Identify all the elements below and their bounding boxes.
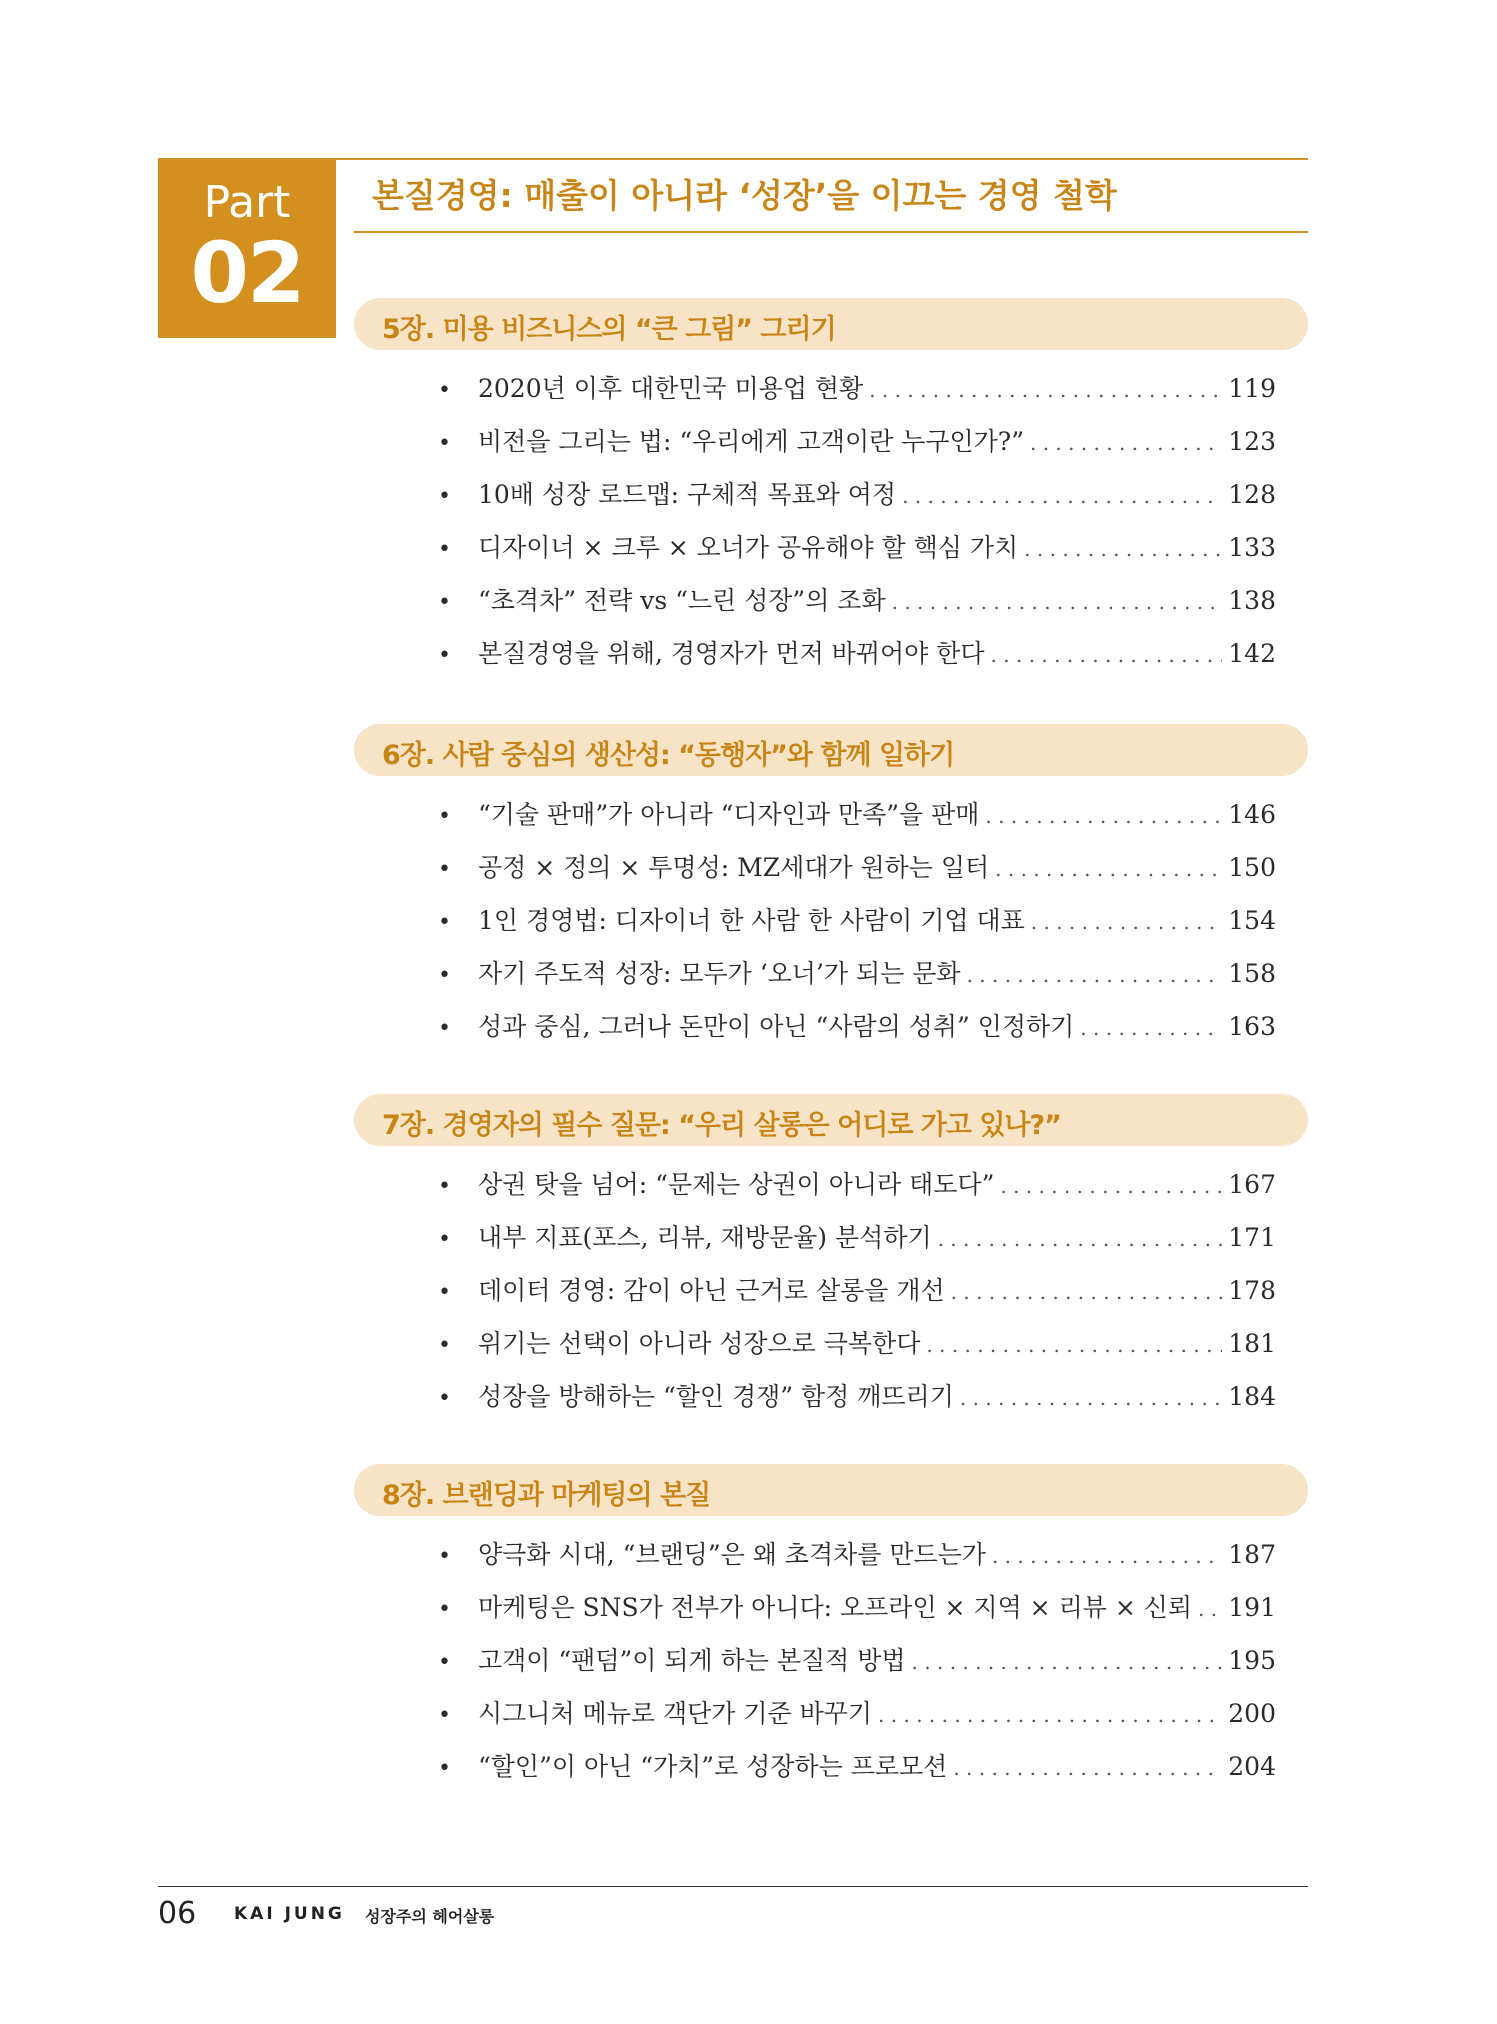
dot-leader [985,790,1222,843]
entry-title: 내부 지표(포스, 리뷰, 재방문율) 분석하기 [478,1223,932,1252]
title-bottom-rule [354,231,1308,233]
chapter-heading [354,1094,1308,1146]
bullet: • [438,910,451,935]
page-number: 138 [1228,586,1276,615]
bullet: • [438,590,451,615]
dot-leader [951,1266,1223,1319]
dot-leader [960,1372,1222,1425]
bullet: • [438,1333,451,1358]
toc-entry[interactable] [438,627,1276,680]
page-number: 146 [1228,800,1276,829]
page-number: 133 [1228,533,1276,562]
bullet: • [438,1386,451,1411]
page-number: 119 [1228,374,1276,403]
toc-entry[interactable] [438,1000,1276,1053]
footer-page-number: 06 [158,1896,197,1931]
dot-leader [912,1636,1223,1689]
dot-leader [902,470,1222,523]
footer-book-title: 성장주의 헤어살롱 [365,1907,495,1926]
dot-leader [967,949,1223,1002]
dot-leader [1031,896,1223,949]
page-number: 128 [1228,480,1276,509]
toc-entry[interactable] [438,947,1276,1000]
page-number: 184 [1228,1382,1276,1411]
toc-entry[interactable] [438,468,1276,521]
bullet: • [438,1174,451,1199]
footer-rule [158,1886,1308,1887]
toc-entry[interactable] [438,574,1276,627]
entry-title: 위기는 선택이 아니라 성장으로 극복한다 [478,1329,921,1358]
chapter-title: 5장. 미용 비즈니스의 “큰 그림” 그리기 [382,314,836,345]
toc-entry[interactable] [438,1264,1276,1317]
bullet: • [438,431,451,456]
dot-leader [1024,523,1222,576]
dot-leader [938,1213,1223,1266]
entry-title: 마케팅은 SNS가 전부가 아니다: 오프라인 × 지역 × 리뷰 × 신뢰 [478,1593,1193,1622]
chapter-entries [438,362,1276,680]
bullet: • [438,378,451,403]
bullet: • [438,804,451,829]
toc-entry[interactable] [438,1158,1276,1211]
chapter-heading [354,724,1308,776]
chapter-title: 6장. 사람 중심의 생산성: “동행자”와 함께 일하기 [382,740,955,771]
bullet: • [438,1756,451,1781]
page-number: 191 [1228,1593,1276,1622]
entry-title: 시그니처 메뉴로 객단가 기준 바꾸기 [478,1699,873,1728]
chapter-heading [354,298,1308,350]
page-number: 178 [1228,1276,1276,1305]
chapter-entries [438,1528,1276,1793]
dot-leader [1080,1002,1222,1055]
toc-entry[interactable] [438,1317,1276,1370]
entry-title: 자기 주도적 성장: 모두가 ‘오너’가 되는 문화 [478,959,961,988]
entry-title: 10배 성장 로드맵: 구체적 목표와 여정 [478,480,897,509]
part-label: Part [203,177,291,228]
toc-entry[interactable] [438,1528,1276,1581]
dot-leader [869,364,1222,417]
bullet: • [438,1703,451,1728]
bullet: • [438,643,451,668]
dot-leader [1198,1583,1222,1636]
toc-entry[interactable] [438,788,1276,841]
bullet: • [438,537,451,562]
page-number: 171 [1228,1223,1276,1252]
page-number: 163 [1228,1012,1276,1041]
chapter-title: 7장. 경영자의 필수 질문: “우리 살롱은 어디로 가고 있나?” [382,1110,1061,1141]
dot-leader [995,843,1222,896]
chapter-title: 8장. 브랜딩과 마케팅의 본질 [382,1480,711,1511]
entry-title: 데이터 경영: 감이 아닌 근거로 살롱을 개선 [478,1276,945,1305]
dot-leader [926,1319,1222,1372]
chapter-entries [438,788,1276,1053]
page-number: 187 [1228,1540,1276,1569]
toc-entry[interactable] [438,1634,1276,1687]
toc-entry[interactable] [438,1211,1276,1264]
entry-title: 1인 경영법: 디자이너 한 사람 한 사람이 기업 대표 [478,906,1025,935]
dot-leader [1030,417,1222,470]
bullet: • [438,963,451,988]
page-number: 167 [1228,1170,1276,1199]
bullet: • [438,857,451,882]
entry-title: 디자이너 × 크루 × 오너가 공유해야 할 핵심 가치 [478,533,1019,562]
bullet: • [438,1280,451,1305]
entry-title: 공정 × 정의 × 투명성: MZ세대가 원하는 일터 [478,853,990,882]
toc-entry[interactable] [438,521,1276,574]
toc-entry[interactable] [438,1740,1276,1793]
toc-entry[interactable] [438,362,1276,415]
dot-leader [992,1530,1222,1583]
entry-title: “기술 판매”가 아니라 “디자인과 만족”을 판매 [478,800,980,829]
bullet: • [438,1016,451,1041]
entry-title: 양극화 시대, “브랜딩”은 왜 초격차를 만드는가 [478,1540,986,1569]
toc-entry[interactable] [438,1370,1276,1423]
entry-title: 본질경영을 위해, 경영자가 먼저 바뀌어야 한다 [478,639,985,668]
dot-leader [878,1689,1222,1742]
bullet: • [438,1544,451,1569]
footer-brand: KAI JUNG [234,1904,345,1924]
entry-title: 고객이 “팬덤”이 되게 하는 본질적 방법 [478,1646,906,1675]
page-number: 195 [1228,1646,1276,1675]
page-number: 158 [1228,959,1276,988]
chapter-heading [354,1464,1308,1516]
entry-title: 상권 탓을 넘어: “문제는 상권이 아니라 태도다” [478,1170,995,1199]
dot-leader [953,1742,1222,1795]
toc-entry[interactable] [438,894,1276,947]
bullet: • [438,1650,451,1675]
toc-entry[interactable] [438,841,1276,894]
page-number: 150 [1228,853,1276,882]
page-number: 154 [1228,906,1276,935]
dot-leader [892,576,1223,629]
entry-title: 성장을 방해하는 “할인 경쟁” 함정 깨뜨리기 [478,1382,954,1411]
bullet: • [438,1597,451,1622]
title-top-rule [336,158,1308,160]
dot-leader [1000,1160,1222,1213]
entry-title: 2020년 이후 대한민국 미용업 현황 [478,374,864,403]
entry-title: 비전을 그리는 법: “우리에게 고객이란 누구인가?” [478,427,1024,456]
toc-entry[interactable] [438,1581,1276,1634]
bullet: • [438,1227,451,1252]
bullet: • [438,484,451,509]
part-title: 본질경영: 매출이 아니라 ‘성장’을 이끄는 경영 철학 [372,176,1117,215]
part-number: 02 [190,224,304,322]
toc-entry[interactable] [438,415,1276,468]
page-number: 123 [1228,427,1276,456]
page-number: 181 [1228,1329,1276,1358]
chapter-entries [438,1158,1276,1423]
entry-title: 성과 중심, 그러나 돈만이 아닌 “사람의 성취” 인정하기 [478,1012,1075,1041]
toc-entry[interactable] [438,1687,1276,1740]
page-number: 204 [1228,1752,1276,1781]
dot-leader [991,629,1223,682]
page-number: 142 [1228,639,1276,668]
page-number: 200 [1228,1699,1276,1728]
entry-title: “할인”이 아닌 “가치”로 성장하는 프로모션 [478,1752,948,1781]
part-badge [158,158,336,338]
entry-title: “초격차” 전략 vs “느린 성장”의 조화 [478,586,886,615]
